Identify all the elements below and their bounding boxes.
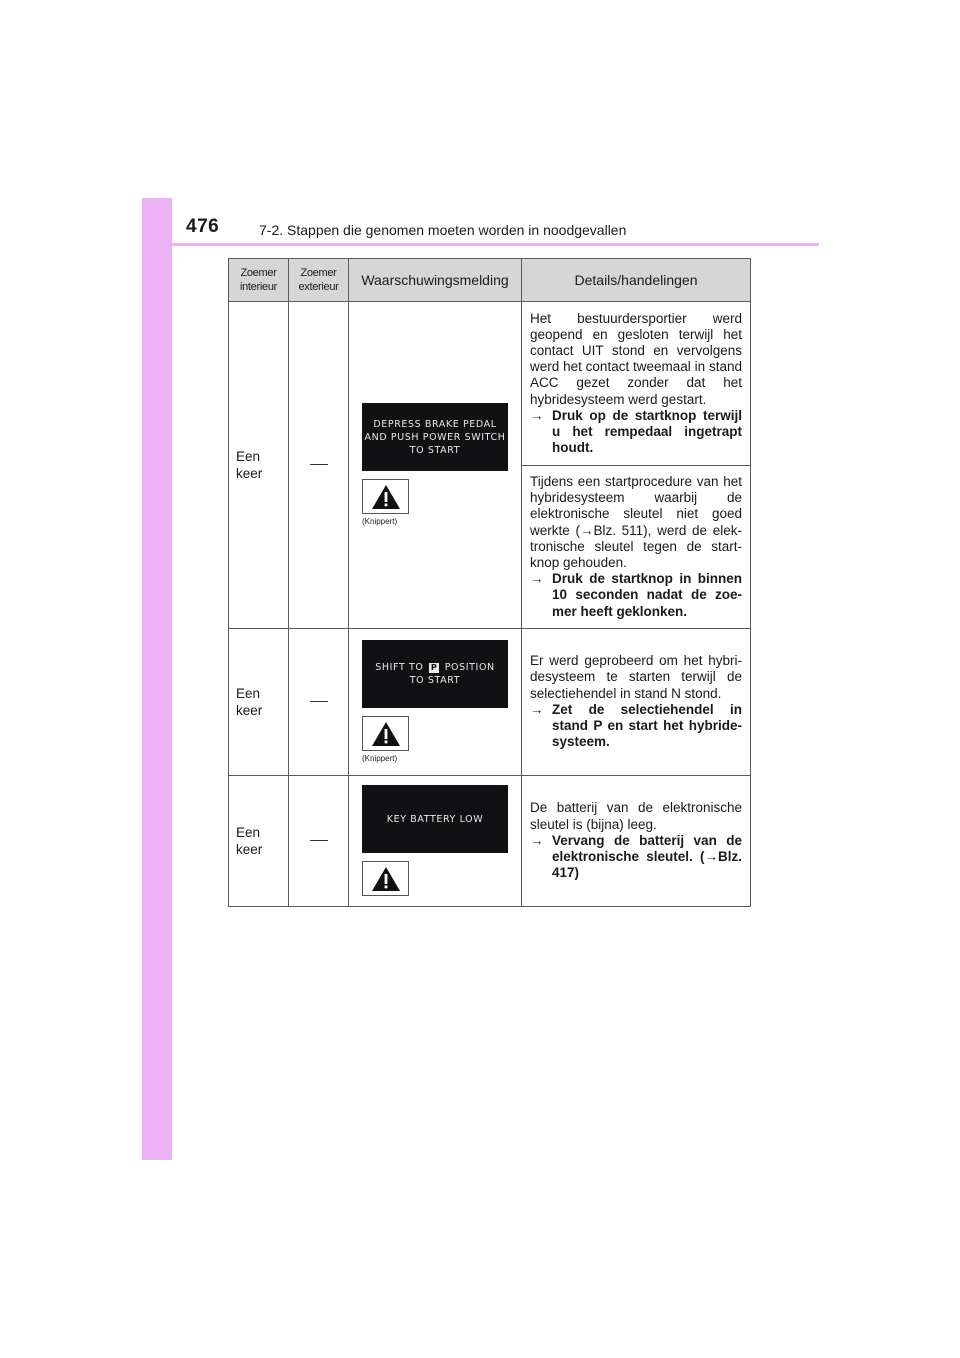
detail-text: De batterij van de elektronische sleutel is (bijna) leeg. [530, 800, 742, 832]
p-position-badge: P [430, 662, 438, 672]
details-cell [522, 466, 751, 629]
table-row [229, 775, 751, 906]
dash-line [310, 701, 328, 702]
arrow-icon: → [530, 407, 544, 423]
buzzer-interior-cell: Een keer [229, 775, 289, 906]
message-display: SHIFT TO P POSITION TO START [362, 640, 508, 708]
section-title: 7-2. Stappen die genomen moeten worden in noodgevallen [259, 222, 627, 238]
detail-text: Het bestuurdersportier werd geopend en gesloten terwijl het contact UIT stond en vervolgens werd het contact tweemaal in stand ACC gezet zonder dat het hybridesysteem werd gestart. [530, 310, 742, 407]
warning-message-table [228, 258, 751, 907]
buzzer-exterior-cell [289, 302, 349, 629]
chapter-sidebar-tab [142, 198, 172, 1160]
detail-action: → Vervang de batterij van de elektronische sleutel. (→Blz. 417) [530, 832, 742, 881]
message-cell [349, 628, 522, 775]
buzzer-interior-cell: Een keer [229, 628, 289, 775]
table-row [229, 628, 751, 775]
blink-note: (Knippert) [362, 517, 398, 527]
table-header-row [229, 259, 751, 302]
header-buzzer-interior: Zoemer interieur [229, 259, 289, 302]
detail-action: → Druk op de startknop terwijl u het rempedaal ingetrapt houdt. [530, 407, 742, 456]
detail-action: → Zet de selectiehendel in stand P en start het hybride-systeem. [530, 701, 742, 750]
header-buzzer-exterior: Zoemer exterieur [289, 259, 349, 302]
header-message: Waarschuwingsmelding [349, 259, 522, 302]
arrow-icon: → [530, 701, 544, 717]
message-cell [349, 302, 522, 629]
detail-text: Tijdens een startprocedure van het hybridesysteem waarbij de elektronische sleutel niet goed werkte (→Blz. 511), werd de elek-tronische sleutel tegen de start-knop gehouden. [530, 474, 742, 571]
buzzer-interior-cell: Een keer [229, 302, 289, 629]
table-row [229, 302, 751, 466]
blink-note: (Knippert) [362, 754, 398, 764]
detail-action: → Druk de startknop in binnen 10 seconden nadat de zoe-mer heeft geklonken. [530, 571, 742, 619]
buzzer-exterior-cell [289, 628, 349, 775]
arrow-icon: → [530, 832, 544, 848]
dash-line [310, 840, 328, 841]
details-cell [522, 628, 751, 775]
warning-triangle-icon [362, 716, 409, 751]
arrow-icon: → [530, 571, 544, 587]
details-cell [522, 775, 751, 906]
header-rule [142, 243, 819, 246]
message-cell [349, 775, 522, 906]
message-display: KEY BATTERY LOW [362, 785, 508, 853]
message-display: DEPRESS BRAKE PEDAL AND PUSH POWER SWITCH TO START [362, 403, 508, 471]
detail-text: Er werd geprobeerd om het hybri-desysteem te starten terwijl de selectiehendel in stand N stond. [530, 653, 742, 701]
page-number: 476 [186, 216, 220, 237]
header-details: Details/handelingen [522, 259, 751, 302]
warning-triangle-icon [362, 479, 409, 514]
dash-line [310, 464, 328, 465]
warning-triangle-icon [362, 861, 409, 896]
details-cell [522, 302, 751, 466]
buzzer-exterior-cell [289, 775, 349, 906]
